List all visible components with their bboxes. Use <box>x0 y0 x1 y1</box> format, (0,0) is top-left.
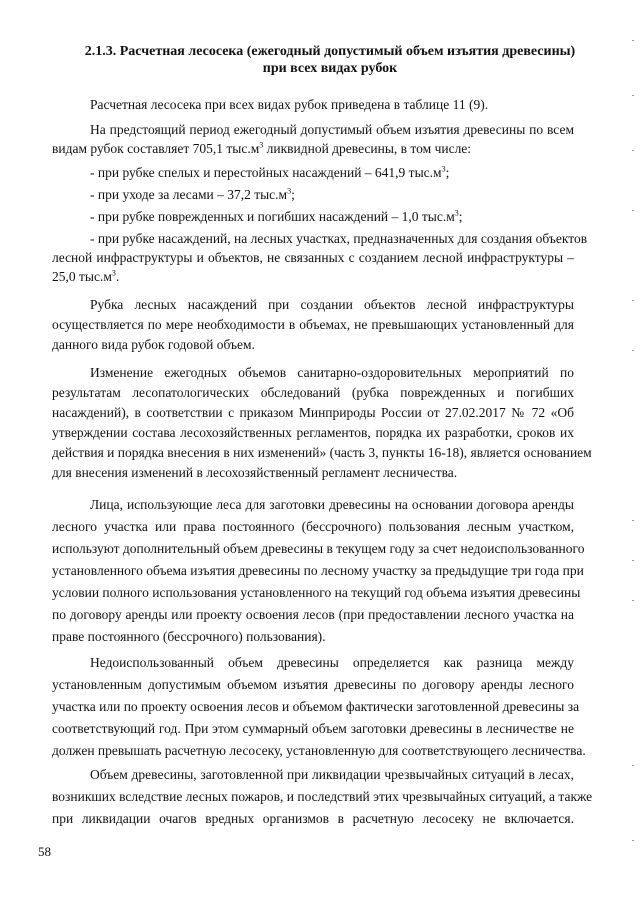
list-item-3: - при рубке поврежденных и погибших насаждений – 1,0 $тыс.м^3$; <box>90 208 463 224</box>
paragraph-7-line-3: при ликвидации очагов вредных организмов в расчетную лесосеку не включается. <box>52 811 574 826</box>
scan-edge-mark <box>632 40 634 41</box>
scan-edge-mark <box>632 765 634 766</box>
scan-edge-mark <box>632 300 634 301</box>
list-item-4-line-2: лесной инфраструктуры и объектов, не связанных с созданием лесной инфраструктуры – <box>52 250 574 265</box>
scan-edge-mark <box>632 520 634 521</box>
page-number: 58 <box>38 844 51 859</box>
paragraph-5-line-5: условии полного использования установленного на текущий год объема изъятия древесины <box>52 585 581 600</box>
paragraph-3-line-2: осуществляется по мере необходимости в объемах, не превышающих установленный для <box>52 317 574 332</box>
paragraph-6-line-4: соответствующий год. При этом суммарный объем заготовки древесины в лесничестве не <box>52 721 574 736</box>
paragraph-4-line-1: Изменение ежегодных объемов санитарно-оздоровительных мероприятий по <box>90 365 574 380</box>
scan-edge-mark <box>632 210 634 211</box>
paragraph-4-line-6: для внесения изменений в лесохозяйственный регламент лесничества. <box>52 465 458 480</box>
scan-edge-mark <box>632 560 634 561</box>
paragraph-4-line-4: утверждении состава лесохозяйственных регламентов, порядка их разработки, сроков их <box>52 425 574 440</box>
list-item-1: - при рубке спелых и перестойных насаждений – 641,9 $тыс.м^3$; <box>90 164 450 180</box>
paragraph-5-line-2: лесного участка или права постоянного (бессрочного) пользования лесным участком, <box>52 519 574 534</box>
paragraph-4-line-3: насаждений), в соответствии с приказом Минприроды России от 27.02.2017 № 72 «Об <box>52 405 574 420</box>
paragraph-6-line-2: установленным допустимым объемом изъятия древесины по договору аренды лесного <box>52 677 574 692</box>
paragraph-5-line-1: Лица, использующие леса для заготовки древесины на основании договора аренды <box>90 497 574 512</box>
paragraph-6-line-5: должен превышать расчетную лесосеку, установленную для соответствующего лесничества. <box>52 743 586 758</box>
section-title-line-2: при всех видах рубок <box>262 61 398 76</box>
list-item-4-line-3: 25,0 $тыс.м^3$. <box>52 268 120 284</box>
scan-edge-mark <box>632 600 634 601</box>
paragraph-4-line-2: результатам лесопатологических обследований (рубка поврежденных и погибших <box>52 385 574 400</box>
paragraph-5-line-4: установленного объема изъятия древесины по лесному участку за предыдущие три года при <box>52 563 584 578</box>
scan-edge-mark <box>632 95 634 96</box>
paragraph-1: Расчетная лесосека при всех видах рубок приведена в таблице 11 (9). <box>90 97 489 112</box>
paragraph-3-line-3: данного вида рубок годовой объем. <box>52 337 255 352</box>
scan-edge-mark <box>632 350 634 351</box>
paragraph-3-line-1: Рубка лесных насаждений при создании объектов лесной инфраструктуры <box>90 297 574 312</box>
paragraph-5-line-7: праве постоянного (бессрочного) пользования). <box>52 629 326 644</box>
paragraph-4-line-5: действия и порядка внесения в них изменений» (часть 3, пункты 16-18), является основанием <box>52 445 592 460</box>
section-title-line-1: 2.1.3. Расчетная лесосека (ежегодный допустимый объем изъятия древесины) <box>84 44 576 59</box>
paragraph-2-line-1: На предстоящий период ежегодный допустимый объем изъятия древесины по всем <box>90 122 574 137</box>
paragraph-6-line-1: Недоиспользованный объем древесины определяется как разница между <box>90 655 574 670</box>
paragraph-5-line-3: используют дополнительный объем древесины в текущем году за счет недоиспользованного <box>52 541 585 556</box>
list-item-4-line-1: - при рубке насаждений, на лесных участках, предназначенных для создания объектов <box>90 231 588 246</box>
paragraph-5-line-6: по договору аренды или проекту освоения лесов (при предоставлении лесного участка на <box>52 607 574 622</box>
paragraph-6-line-3: участка или по проекту освоения лесов и объемом фактически заготовленной древесины за <box>52 699 580 714</box>
paragraph-7-line-2: возникших вследствие лесных пожаров, и последствий этих чрезвычайных ситуаций, а также <box>52 789 593 804</box>
scan-edge-mark <box>632 150 634 151</box>
list-item-2: - при уходе за лесами – 37,2 $тыс.м^3$; <box>90 186 295 202</box>
paragraph-7-line-1: Объем древесины, заготовленной при ликвидации чрезвычайных ситуаций в лесах, <box>90 767 574 782</box>
paragraph-2-line-2: видам рубок составляет 705,1 $тыс.м^3$ ликвидной древесины, в том числе: <box>52 140 472 156</box>
scan-edge-mark <box>632 840 634 841</box>
